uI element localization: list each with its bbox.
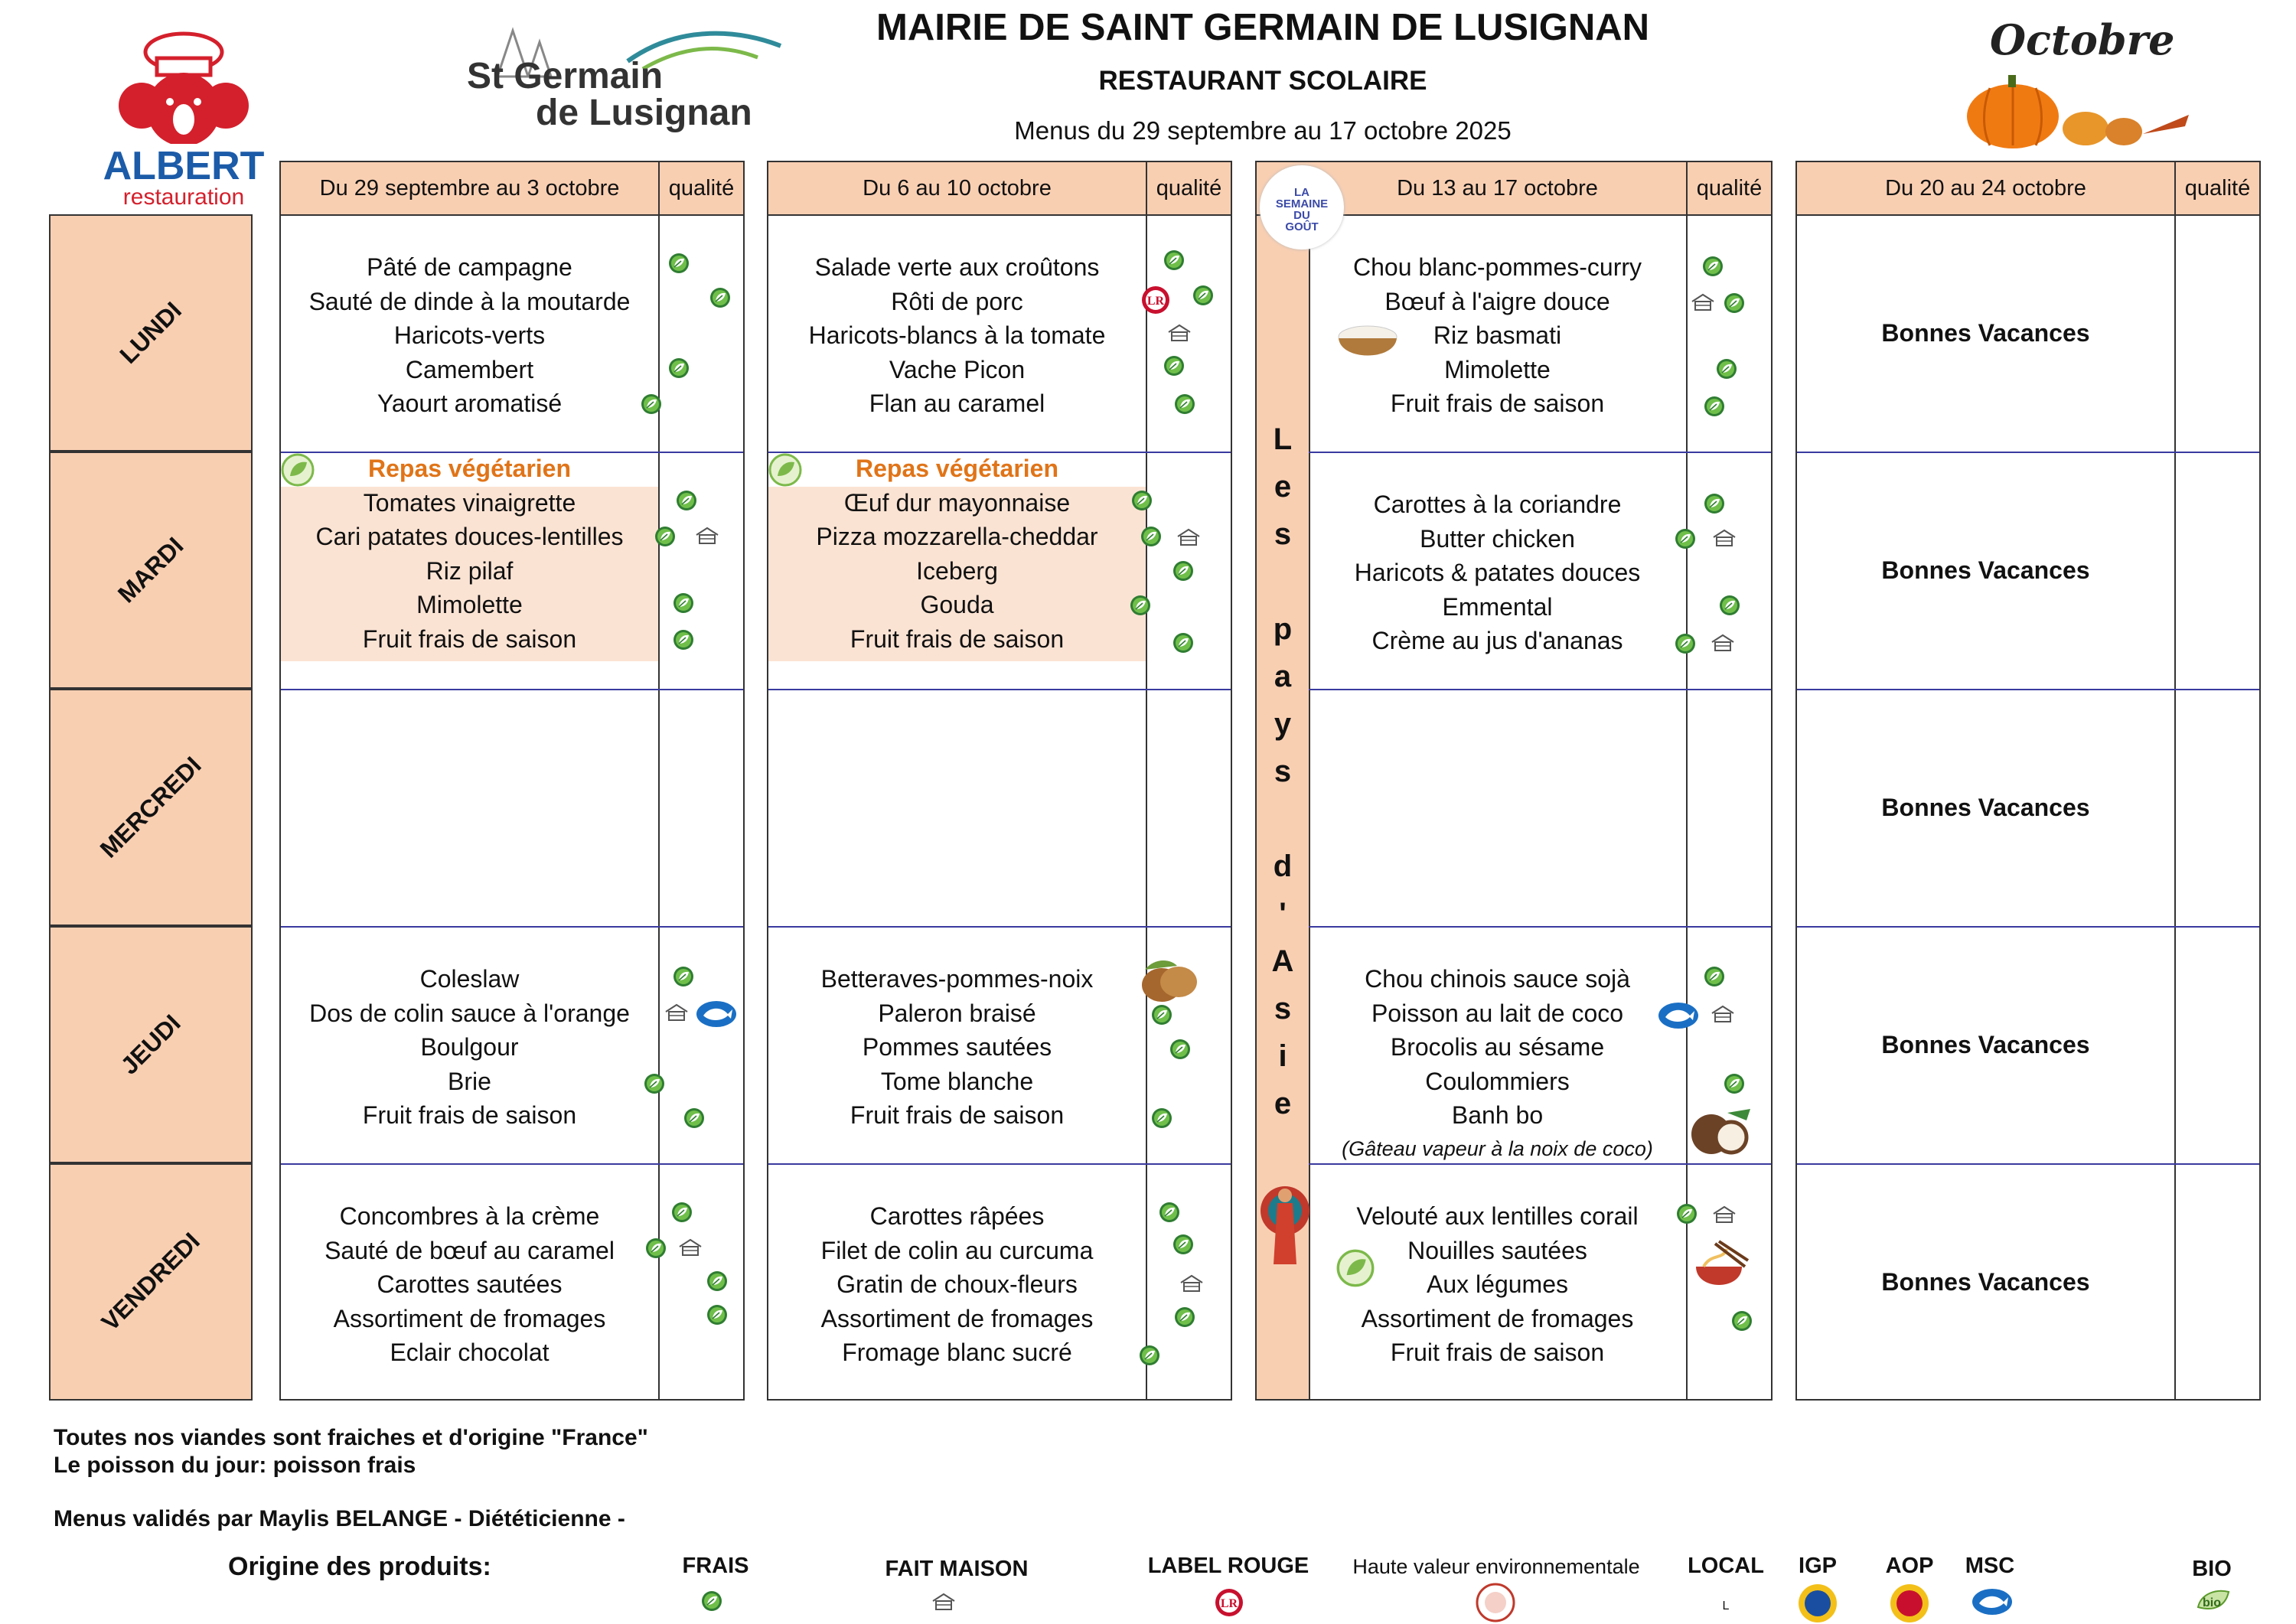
row-separator (1797, 452, 2259, 453)
legend-local: LOCAL (1688, 1554, 1764, 1578)
origin-label: Origine des produits: (228, 1552, 491, 1581)
menu-item: Carottes râpées (869, 1202, 1045, 1230)
week-2-jeudi-menu (768, 962, 1146, 1133)
day-label-vendredi: VENDREDI (96, 1227, 205, 1336)
frais-leaf-icon (1704, 966, 1725, 987)
frais-leaf-icon (1172, 560, 1194, 582)
chef-koala-icon (84, 29, 283, 144)
october-logo (1959, 15, 2204, 153)
frais-leaf-icon (1731, 1310, 1753, 1332)
frais-leaf-icon (1172, 632, 1194, 654)
menu-item-note: (Gâteau vapeur à la noix de coco) (1342, 1136, 1653, 1160)
week-4-title: Du 20 au 24 octobre (1797, 162, 2174, 216)
legend-label-rouge: LABEL ROUGE (1147, 1554, 1309, 1578)
menu-item: Butter chicken (1420, 524, 1575, 553)
menu-item: Gouda (920, 591, 994, 618)
row-separator (281, 926, 743, 928)
frais-leaf-icon (1140, 526, 1162, 547)
menu-item: Flan au caramel (869, 390, 1045, 417)
week-4-quality-header: qualité (2174, 162, 2259, 216)
town-logo-line1: St Germain (467, 56, 664, 96)
menu-item: Betteraves-pommes-noix (820, 965, 1094, 993)
fait-maison-icon (1690, 292, 1716, 312)
theme-letter: a (1274, 660, 1292, 693)
frais-leaf-icon (1702, 256, 1724, 277)
theme-letter: d (1273, 850, 1293, 883)
menu-item: Dos de colin sauce à l'orange (309, 999, 630, 1027)
menu-item: Filet de colin au curcuma (820, 1236, 1094, 1264)
frais-leaf-icon (1724, 292, 1745, 314)
week-3-column (1255, 161, 1773, 1401)
menu-item: Fruit frais de saison (850, 1101, 1065, 1129)
menu-item: Sauté de bœuf au caramel (325, 1236, 615, 1264)
theme-letter: ' (1279, 897, 1287, 931)
frais-leaf-icon (1704, 493, 1725, 514)
week-2-quality-header: qualité (1146, 162, 1231, 216)
frais-leaf-icon (1172, 1234, 1194, 1255)
row-separator (768, 689, 1231, 690)
day-label-mardi: MARDI (112, 531, 189, 608)
frais-leaf-icon (1159, 1202, 1180, 1223)
page-title: MAIRIE DE SAINT GERMAIN DE LUSIGNAN (876, 7, 1649, 48)
frais-leaf-icon (1174, 1306, 1195, 1328)
bio-icon-text: bio (2203, 1596, 2221, 1609)
menu-item: Pizza mozzarella-cheddar (816, 523, 1098, 550)
msc-icon (696, 1000, 737, 1028)
menu-item: Fruit frais de saison (362, 624, 577, 653)
local-icon: L (1722, 1600, 1730, 1613)
aop-icon (1889, 1583, 1930, 1624)
fait-maison-icon (931, 1592, 957, 1612)
frais-leaf-icon (641, 393, 662, 415)
theme-letter: p (1273, 612, 1293, 646)
menu-item: Carottes à la coriandre (1373, 491, 1622, 518)
menu-item: Aux légumes (1427, 1270, 1568, 1298)
vegetarian-icon (1336, 1249, 1375, 1287)
frais-leaf-icon (1139, 1345, 1160, 1366)
week-3-jeudi-menu (1309, 962, 1686, 1165)
frais-leaf-icon (1675, 528, 1696, 549)
week-1-vendredi-menu (281, 1199, 658, 1370)
menu-item: Pommes sautées (862, 1033, 1052, 1061)
footer-note-poisson: Le poisson du jour: poisson frais (54, 1453, 416, 1478)
frais-leaf-icon (654, 526, 676, 547)
menu-item: Haricots & patates douces (1354, 559, 1641, 586)
menu-item: Fromage blanc sucré (842, 1339, 1072, 1366)
menu-item: Assortiment de fromages (1361, 1304, 1634, 1332)
menu-dates: Menus du 29 septembre au 17 octobre 2025 (1014, 116, 1512, 145)
noodle-bowl-icon (1688, 1238, 1750, 1299)
week-1-lundi-menu (281, 250, 658, 421)
menu-item: Fruit frais de saison (1390, 1339, 1605, 1366)
row-separator (1797, 689, 2259, 690)
row-separator (768, 926, 1231, 928)
msc-icon (1658, 1002, 1699, 1029)
week-2-title: Du 6 au 10 octobre (768, 162, 1146, 216)
fait-maison-icon (1179, 1273, 1205, 1293)
walnut-icon (1139, 954, 1200, 1008)
menu-item: Emmental (1442, 592, 1553, 621)
frais-leaf-icon (668, 357, 690, 379)
hve-icon (1476, 1583, 1515, 1622)
week-1-quality-header: qualité (658, 162, 743, 216)
menu-item: Carottes sautées (377, 1270, 563, 1298)
day-box-jeudi (49, 926, 253, 1163)
frais-leaf-icon (1724, 1073, 1745, 1094)
fait-maison-icon (694, 526, 720, 546)
frais-leaf-icon (1151, 1107, 1172, 1129)
frais-leaf-icon (671, 1202, 693, 1223)
frais-leaf-icon (1704, 396, 1725, 417)
menu-item: Pâté de campagne (367, 253, 572, 281)
week-4-quality-column (2174, 216, 2176, 1399)
menu-item: Salade verte aux croûtons (814, 253, 1100, 281)
day-label-lundi: LUNDI (114, 296, 187, 369)
frais-leaf-icon (1163, 355, 1185, 377)
legend-hve: Haute valeur environnementale (1352, 1555, 1640, 1578)
week-3-title: Du 13 au 17 octobre (1257, 162, 1686, 216)
theme-letter: s (1274, 992, 1292, 1026)
vacances-mardi: Bonnes Vacances (1881, 556, 2090, 584)
msc-icon (1971, 1588, 2013, 1616)
vacances-jeudi: Bonnes Vacances (1881, 1031, 2090, 1058)
week-3-mardi-menu (1309, 488, 1686, 658)
menu-item: Riz basmati (1433, 321, 1562, 349)
menu-item: Bœuf à l'aigre douce (1384, 287, 1610, 315)
fait-maison-icon (1176, 527, 1202, 547)
theme-letter: s (1274, 755, 1292, 788)
frais-leaf-icon (668, 253, 690, 274)
week-1-column (279, 161, 745, 1401)
theme-letter: s (1274, 517, 1292, 551)
menu-item: Fruit frais de saison (362, 1101, 577, 1129)
menu-item: Tome blanche (880, 1067, 1034, 1095)
fait-maison-icon (1166, 323, 1192, 343)
day-box-mardi (49, 452, 253, 689)
menu-item: Eclair chocolat (390, 1339, 550, 1366)
row-separator (1309, 452, 1771, 453)
pumpkin-icon (1959, 61, 2204, 153)
frais-leaf-icon (1676, 1203, 1698, 1225)
fait-maison-icon (1710, 1004, 1736, 1024)
menu-item: Assortiment de fromages (333, 1304, 606, 1332)
menu-item: Chou chinois sauce sojà (1365, 965, 1630, 993)
theme-letter: e (1274, 470, 1292, 504)
week-2-mardi-menu (768, 452, 1146, 656)
fait-maison-icon (1710, 633, 1736, 653)
menu-item: Œuf dur mayonnaise (843, 488, 1071, 517)
menu-item: Yaourt aromatisé (377, 390, 563, 417)
menu-item: Brocolis au sésame (1390, 1033, 1605, 1061)
frais-leaf-icon (701, 1590, 722, 1612)
menu-item: Assortiment de fromages (820, 1304, 1094, 1332)
legend-igp: IGP (1799, 1554, 1837, 1578)
page-subtitle: RESTAURANT SCOLAIRE (1098, 66, 1427, 96)
row-separator (1797, 926, 2259, 928)
row-separator (281, 689, 743, 690)
albert-logo-tagline: restauration (122, 184, 245, 210)
frais-leaf-icon (1131, 490, 1153, 511)
row-separator (281, 1163, 743, 1165)
fait-maison-icon (1711, 1205, 1737, 1225)
footer-validation: Menus validés par Maylis BELANGE - Diététicienne - (54, 1506, 625, 1531)
week-1-mardi-menu (281, 452, 658, 656)
vacances-vendredi: Bonnes Vacances (1881, 1268, 2090, 1296)
menu-item: Camembert (405, 355, 534, 383)
theme-letter: L (1273, 422, 1293, 456)
menu-item: Vache Picon (889, 355, 1026, 383)
october-logo-text: Octobre (1990, 15, 2175, 64)
coconut-icon (1685, 1105, 1754, 1159)
menu-item: Haricots-blancs à la tomate (808, 321, 1106, 349)
menu-item: Fruit frais de saison (1390, 390, 1605, 417)
menu-item: Coulommiers (1425, 1067, 1570, 1095)
week-3-quality-header: qualité (1686, 162, 1771, 216)
row-separator (1797, 1163, 2259, 1165)
legend-frais: FRAIS (682, 1554, 749, 1578)
menu-item: Iceberg (916, 556, 998, 585)
legend-msc: MSC (1965, 1554, 2015, 1578)
fait-maison-icon (1711, 528, 1737, 548)
frais-leaf-icon (676, 490, 697, 511)
vacances-mercredi: Bonnes Vacances (1881, 794, 2090, 821)
menu-item: Crème au jus d'ananas (1371, 627, 1623, 654)
frais-leaf-icon (706, 1304, 728, 1326)
vegetarian-meal-title: Repas végétarien (367, 455, 571, 482)
frais-leaf-icon (644, 1073, 665, 1094)
legend-fait-maison: FAIT MAISON (885, 1557, 1029, 1581)
menu-item: Sauté de dinde à la moutarde (308, 287, 631, 315)
frais-leaf-icon (1675, 633, 1696, 654)
week-1-title: Du 29 septembre au 3 octobre (281, 162, 658, 216)
legend-bio: BIO (2192, 1557, 2232, 1581)
frais-leaf-icon (645, 1238, 667, 1259)
menu-item: Coleslaw (419, 965, 520, 993)
week-1-jeudi-menu (281, 962, 658, 1133)
row-separator (768, 1163, 1231, 1165)
day-box-lundi (49, 214, 253, 452)
albert-logo (84, 29, 283, 210)
frais-leaf-icon (709, 287, 731, 308)
menu-item: Paleron braisé (878, 999, 1036, 1027)
menu-item: Boulgour (420, 1033, 519, 1061)
rice-bowl-icon (1333, 315, 1402, 369)
menu-item: Chou blanc-pommes-curry (1352, 253, 1642, 281)
menu-item: Haricots-verts (393, 321, 546, 349)
week-2-column (767, 161, 1232, 1401)
row-separator (1309, 926, 1771, 928)
frais-leaf-icon (1192, 285, 1214, 306)
day-label-mercredi: MERCREDI (94, 751, 207, 863)
frais-leaf-icon (706, 1270, 728, 1292)
footer-note-viandes: Toutes nos viandes sont fraiches et d'origine "France" (54, 1425, 648, 1450)
fait-maison-icon (677, 1238, 703, 1257)
vacances-lundi: Bonnes Vacances (1881, 319, 2090, 347)
menu-item: Mimolette (416, 591, 523, 618)
frais-leaf-icon (1716, 358, 1737, 380)
albert-logo-name: ALBERT (103, 144, 265, 188)
week-2-vendredi-menu (768, 1199, 1146, 1370)
menu-item: Banh bo (1451, 1101, 1544, 1129)
frais-leaf-icon (673, 592, 694, 614)
frais-leaf-icon (1169, 1039, 1191, 1060)
menu-item: Mimolette (1444, 355, 1551, 383)
menu-item: Cari patates douces-lentilles (315, 523, 624, 550)
legend-aop: AOP (1885, 1554, 1934, 1578)
frais-leaf-icon (673, 629, 694, 651)
town-logo-line2: de Lusignan (536, 93, 752, 133)
week-2-quality-column (1146, 216, 1147, 1399)
menu-item: Velouté aux lentilles corail (1356, 1202, 1639, 1230)
menu-item: Tomates vinaigrette (363, 488, 576, 517)
menu-item: Gratin de choux-fleurs (837, 1270, 1078, 1298)
menu-item: Riz pilaf (426, 556, 514, 585)
frais-leaf-icon (673, 966, 694, 987)
menu-item: Fruit frais de saison (850, 624, 1065, 653)
fait-maison-icon (664, 1003, 690, 1022)
asian-dancer-icon (1258, 1172, 1312, 1280)
menu-item: Rôti de porc (891, 287, 1023, 315)
label-rouge-icon (1140, 285, 1171, 315)
theme-letter: A (1271, 944, 1294, 978)
day-box-vendredi (49, 1163, 253, 1401)
semaine-du-gout-logo: LA SEMAINE DU GOÛT (1260, 165, 1344, 249)
day-label-jeudi: JEUDI (115, 1009, 186, 1080)
frais-leaf-icon (1163, 249, 1185, 271)
theme-letter: i (1278, 1039, 1287, 1073)
theme-letter: y (1274, 707, 1292, 741)
week-2-lundi-menu (768, 250, 1146, 421)
label-rouge-icon (1214, 1587, 1244, 1618)
igp-icon (1797, 1583, 1838, 1624)
menu-item: Poisson au lait de coco (1371, 999, 1624, 1027)
menu-item: Brie (448, 1067, 491, 1095)
frais-leaf-icon (1130, 595, 1151, 616)
frais-leaf-icon (1174, 393, 1195, 415)
theme-letter: e (1274, 1087, 1292, 1120)
day-box-mercredi (49, 689, 253, 926)
menu-item: Concombres à la crème (339, 1202, 600, 1230)
menu-item: Nouilles sautées (1407, 1236, 1587, 1264)
row-separator (1309, 689, 1771, 690)
frais-leaf-icon (1719, 595, 1740, 616)
frais-leaf-icon (683, 1107, 705, 1129)
week-4-column (1795, 161, 2261, 1401)
frais-leaf-icon (1151, 1004, 1172, 1026)
vegetarian-meal-title: Repas végétarien (855, 455, 1058, 482)
